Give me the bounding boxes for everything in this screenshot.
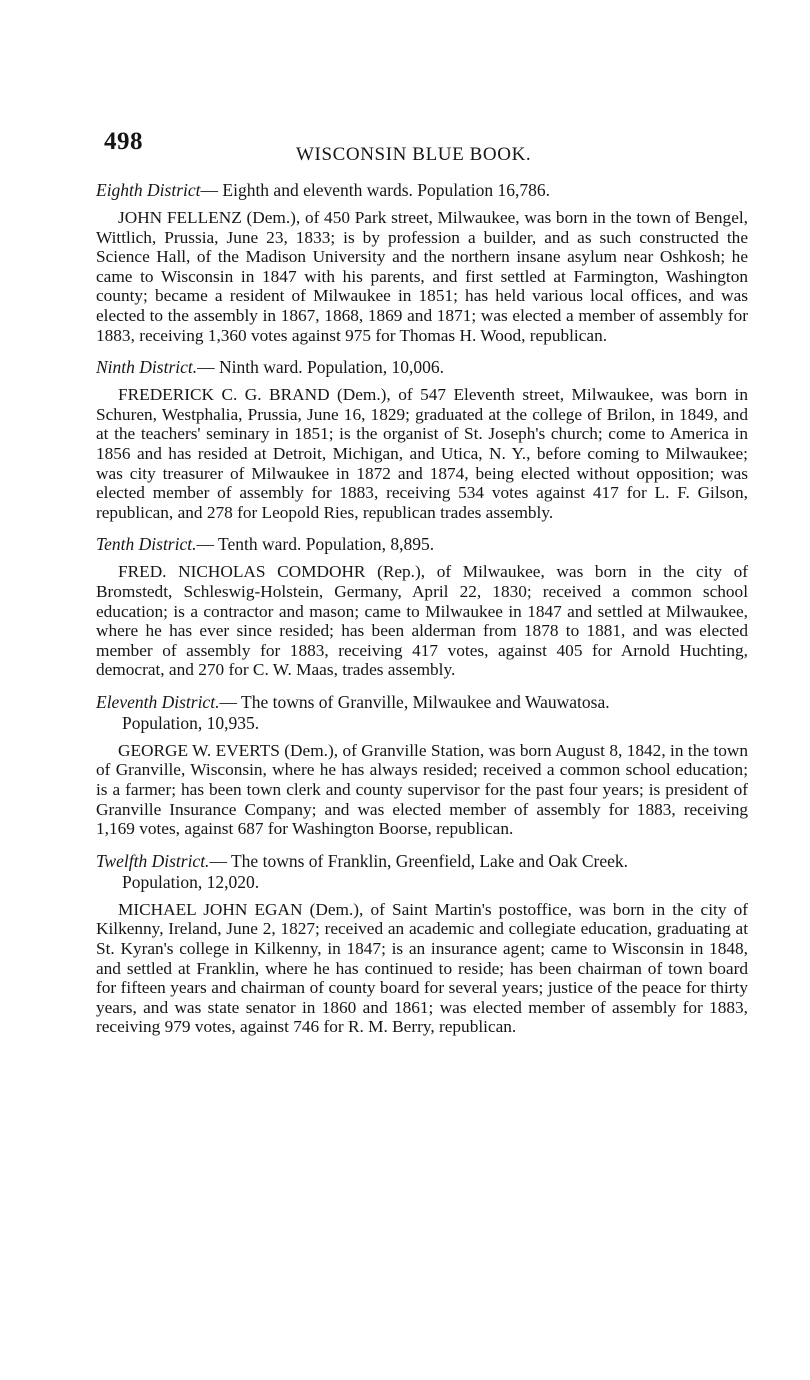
district-population: Population, 10,935. [122, 712, 260, 733]
district-population: Population, 12,020. [122, 871, 260, 892]
district-description: — Tenth ward. Population, 8,895. [196, 534, 435, 555]
district-section-eighth [96, 180, 748, 345]
district-description: — Eighth and eleventh wards. Population 16,786. [200, 180, 550, 200]
district-description: — Ninth ward. Population, 10,006. [197, 357, 445, 378]
district-name: Eleventh District. [96, 691, 220, 712]
district-name: Tenth District. [96, 534, 197, 555]
member-biography: FRED. NICHOLAS COMDOHR (Rep.), of Milwaukee, was born in the city of Bromstedt, Schleswig-Holstein, Germany, April 22, 1830; received a common school education; is a contractor and mason; came to Milwaukee in 1847 and settled at Milwaukee, where he has ever since resided; has been alderman from 1878 to 1881, and was elected member of assembly for 1883, receiving 417 votes, against 405 for Arnold Huchting, democrat, and 270 for C. W. Maas, trades assembly. [96, 562, 748, 680]
district-name: Twelfth District. [96, 850, 210, 871]
member-biography: GEORGE W. EVERTS (Dem.), of Granville Station, was born August 8, 1842, in the town of Granville, Wisconsin, where he has always resided; received a common school education; is a farmer; has been town clerk and county supervisor for the past four years; is president of Granville Insurance Company; and was elected member of assembly for 1883, receiving 1,169 votes, against 687 for Washington Boorse, republican. [96, 740, 748, 839]
district-description: — The towns of Granville, Milwaukee and Wauwatosa. [219, 691, 610, 712]
running-title: WISCONSIN BLUE BOOK. [296, 144, 532, 165]
district-name: Eighth District [96, 180, 201, 200]
district-name: Ninth District. [96, 357, 198, 378]
book-page [96, 128, 748, 1049]
district-heading [96, 692, 748, 734]
district-section-ninth [96, 357, 748, 522]
member-biography: MICHAEL JOHN EGAN (Dem.), of Saint Martin's postoffice, was born in the city of Kilkenny, Ireland, June 2, 1827; received an academic and collegiate education, graduating at St. Kyran's college in Kilkenny, in 1847; is an insurance agent; came to Wisconsin in 1848, and settled at Franklin, where he has continued to reside; has been chairman of town board for fifteen years and chairman of county board for several years; justice of the peace for thirty years, and was state senator in 1860 and 1861; was elected member of assembly for 1883, receiving 979 votes, against 746 for R. M. Berry, republican. [96, 899, 748, 1037]
district-heading [96, 534, 748, 555]
page-header [96, 128, 748, 168]
district-section-twelfth [96, 851, 748, 1037]
district-heading [96, 357, 748, 378]
member-biography: FREDERICK C. G. BRAND (Dem.), of 547 Eleventh street, Milwaukee, was born in Schuren, Westphalia, Prussia, June 16, 1829; graduated at the college of Brilon, in 1849, and at the teachers' seminary in 1851; is the organist of St. Joseph's church; come to America in 1856 and has resided at Detroit, Michigan, and Utica, N. Y., before coming to Milwaukee; was city treasurer of Milwaukee in 1872 and 1874, being elected without opposition; was elected member of assembly for 1883, receiving 534 votes against 417 for L. F. Gilson, republican, and 278 for Leopold Ries, republican trades assembly. [96, 385, 748, 522]
district-heading [96, 180, 748, 201]
page-number: 498 [104, 128, 143, 155]
district-section-eleventh [96, 692, 748, 839]
member-biography: JOHN FELLENZ (Dem.), of 450 Park street, Milwaukee, was born in the town of Bengel, Wittlich, Prussia, June 23, 1833; is by profession a builder, and as such constructed the Science Hall, of the Madison University and the northern insane asylum near Oshkosh; he came to Wisconsin in 1847 with his parents, and first settled at Farmington, Washington county; became a resident of Milwaukee in 1851; has held various local offices, and was elected to the assembly in 1867, 1868, 1869 and 1871; was elected a member of assembly for 1883, receiving 1,360 votes against 975 for Thomas H. Wood, republican. [96, 208, 748, 345]
district-section-tenth [96, 534, 748, 680]
district-heading [96, 851, 748, 893]
district-description: — The towns of Franklin, Greenfield, Lake and Oak Creek. [209, 850, 629, 871]
